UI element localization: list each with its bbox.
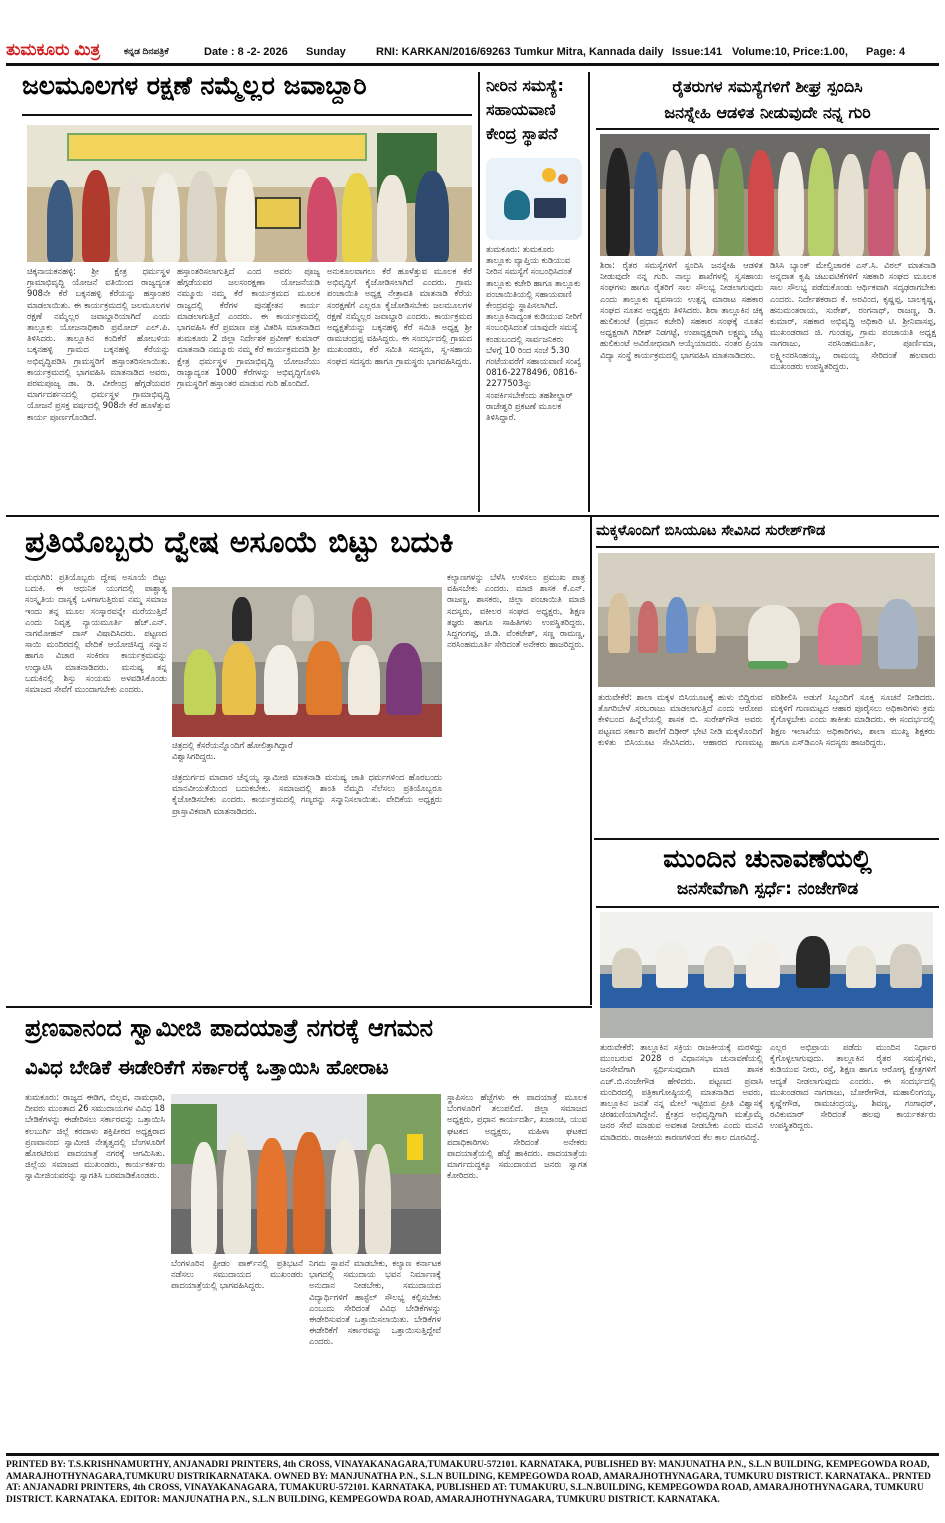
story7-col1: ತುಮಕೂರು: ರಾಜ್ಯದ ಈಡಿಗ, ಬಿಲ್ಲವ, ನಾಮಧಾರಿ, ದೀವರು ಮುಂತಾದ 26 ಸಮುದಾಯಗಳ ವಿವಿಧ 18 ಬೇಡಿಕೆಗಳನ್ನು ಈಡೇರಿಸಲು ಸರ್ಕಾರವನ್ನು ಒತ್ತಾಯಿಸಿ ಕಲಬುರ್ಗಿ ಜಿಲ್ಲೆ ಕರದಾಳು ಶಕ್ತಿಪೀಠದ ಅಧ್ಯಕ್ಷರಾದ ಪ್ರಣವಾನಂದ ಸ್ವಾಮೀಜಿ ನೇತೃತ್ವದಲ್ಲಿ ಬೆಂಗಳೂರಿಗೆ ಹೊರಟಿರುವ ಪಾದಯಾತ್ರೆ ನಗರಕ್ಕೆ ಆಗಮಿಸಿತು. ಜಿಲ್ಲೆಯ ಸಮಾಜದ ಮುಖಂಡರು, ಕಾರ್ಯಕರ್ತರು ಸ್ವಾಮೀಜಿಯವರನ್ನು ಸ್ವಾಗತಿಸಿ ಬರಮಾಡಿಕೊಂಡರು.	[25, 1092, 165, 1181]
story6-col1: ತುರುವೇಕೆರೆ: ತಾಲ್ಲೂಕಿನ ಸಕ್ರಿಯ ರಾಜಕೀಯಕ್ಕೆ ಮರಳಿದ್ದು ಮುಂಬರುವ 2028 ರ ವಿಧಾನಸಭಾ ಚುನಾವಣೆಯಲ್ಲಿ ಜನಸೇವೆಗಾಗಿ ಸ್ಪರ್ಧಿಸುವುದಾಗಿ ಮಾಜಿ ಶಾಸಕ ಎಚ್.ಬಿ.ನಂಜೇಗೌಡ ಹೇಳಿದರು. ಪಟ್ಟಣದ ಪ್ರವಾಸಿ ಮಂದಿರದಲ್ಲಿ ಪತ್ರಿಕಾಗೋಷ್ಠಿಯಲ್ಲಿ ಮಾತನಾಡಿದ ಅವರು, ತಾಲ್ಲೂಕಿನ ಜನತೆ ನನ್ನ ಮೇಲೆ ಇಟ್ಟಿರುವ ಪ್ರೀತಿ ವಿಶ್ವಾಸಕ್ಕೆ ಚಿರಋಣಿಯಾಗಿದ್ದೇನೆ. ಕ್ಷೇತ್ರದ ಅಭಿವೃದ್ಧಿಗಾಗಿ ಮತ್ತೊಮ್ಮೆ ಜನರ ಸೇವೆ ಮಾಡುವ ಅವಕಾಶ ನೀಡಬೇಕು ಎಂದು ಮನವಿ ಮಾಡಿದರು. ರಾಜಕೀಯ ಕಾರಣಗಳಿಂದ ಕೆಲ ಕಾಲ ದೂರವಿದ್ದೆ.	[600, 1042, 763, 1142]
story7-headline: ಪ್ರಣವಾನಂದ ಸ್ವಾಮೀಜಿ ಪಾದಯಾತ್ರೆ ನಗರಕ್ಕೆ ಆಗಮನ	[25, 1014, 434, 1042]
story3-headline-line2: ಜನಸ್ನೇಹಿ ಆಡಳಿತ ನೀಡುವುದೇ ನನ್ನ ಗುರಿ	[664, 103, 871, 122]
story1-col2: ಹಸ್ತಾಂತರಿಸಲಾಗುತ್ತಿದೆ ಎಂದ ಅವರು ಪೂಜ್ಯ ಹೆಗ್ಗಡೆಯವರ ಜಲಸಂರಕ್ಷಣಾ ಯೋಜನೆಯಡಿ ನಮ್ಮೂರು ನಮ್ಮ ಕೆರೆ ಕಾರ್ಯಕ್ರಮದ ಮೂಲಕ ರಾಜ್ಯದಲ್ಲಿ ಕೆರೆಗಳ ಪುನಶ್ಚೇತನ ಕಾರ್ಯ ಮಾಡಲಾಗುತ್ತಿದೆ ಎಂದರು. ಈ ಕಾರ್ಯಕ್ರಮದಲ್ಲಿ ಭಾಗವಹಿಸಿ ಕೆರೆ ಪ್ರಮಾಣ ಪತ್ರ ವಿತರಿಸಿ ಮಾತನಾಡಿದ ತುಮಕೂರು 2 ಜಿಲ್ಲಾ ನಿರ್ದೇಶಕ ಪ್ರವೀಣ್ ಕುಮಾರ್ ಮಾತನಾಡಿ ನಮ್ಮೂರು ನಮ್ಮ ಕೆರೆ ಕಾರ್ಯಕ್ರಮದಡಿ ಶ್ರೀ ಕ್ಷೇತ್ರ ಧರ್ಮಸ್ಥಳ ಗ್ರಾಮಾಭಿವೃದ್ಧಿ ಯೋಜನೆಯು ರಾಜ್ಯಾದ್ಯಂತ 1000 ಕೆರೆಗಳನ್ನು ಅಭಿವೃದ್ಧಿಗೊಳಿಸಿ ಗ್ರಾಮಸ್ಥರಿಗೆ ಹಸ್ತಾಂತರ ಮಾಡುವ ಗುರಿ ಹೊಂದಿದೆ.	[177, 266, 320, 389]
imprint-footer	[6, 1453, 939, 1518]
story7-subhead: ವಿವಿಧ ಬೇಡಿಕೆ ಈಡೇರಿಕೆಗೆ ಸರ್ಕಾರಕ್ಕೆ ಒತ್ತಾಯಿಸಿ ಹೋರಾಟ	[25, 1056, 389, 1079]
person-icon	[504, 190, 530, 220]
masthead-bar	[6, 40, 939, 66]
gear-icon	[542, 168, 556, 182]
story5-headline: ಮಕ್ಕಳೊಂದಿಗೆ ಬಿಸಿಯೂಟ ಸೇವಿಸಿದ ಸುರೇಶ್‌ಗೌಡ	[596, 518, 939, 548]
rni-number: RNI: KARKAN/2016/69263	[376, 46, 511, 58]
story7-caption-text: ಬೆಂಗಳೂರಿನ ಫ್ರೀಡಂ ಪಾರ್ಕ್‌ನಲ್ಲಿ ಪ್ರತಿಭಟನೆ ನಡೆಸಲು ಸಮುದಾಯದ ಮುಖಂಡರು ಪಾದಯಾತ್ರೆಯಲ್ಲಿ ಭಾಗವಹಿಸಿದ್ದರು.	[171, 1258, 303, 1291]
story6-photo	[600, 912, 933, 1038]
story4-col2: ಚಿತ್ರದುರ್ಗದ ಮಾದಾರ ಚೆನ್ನಯ್ಯ ಸ್ವಾಮೀಜಿ ಮಾತನಾಡಿ ಮನುಷ್ಯ ಜಾತಿ ಧರ್ಮಗಳಿಂದ ಹೊರಬಂದು ಮಾನವೀಯತೆಯಿಂದ ಬದುಕಬೇಕು. ಸಮಾಜದಲ್ಲಿ ಶಾಂತಿ ನೆಮ್ಮದಿ ನೆಲೆಸಲು ಪ್ರತಿಯೊಬ್ಬರೂ ಕೈಜೋಡಿಸಬೇಕು ಎಂದರು. ಕಾರ್ಯಕ್ರಮದಲ್ಲಿ ಗಣ್ಯರನ್ನು ಸನ್ಮಾನಿಸಲಾಯಿತು. ವೇದಿಕೆಯ ಅಧ್ಯಕ್ಷರು ಪ್ರಾಸ್ತಾವಿಕವಾಗಿ ಮಾತನಾಡಿದರು.	[172, 772, 442, 816]
paper-name: Tumkur Mitra, Kannada daily	[514, 46, 664, 58]
story4-col3: ಕಲ್ಯಾಣಗಳನ್ನು ಬೆಳೆಸಿ ಉಳಿಸಲು ಪ್ರಮುಖ ಪಾತ್ರ ವಹಿಸಬೇಕು ಎಂದರು. ಮಾಜಿ ಶಾಸಕ ಕೆ.ಎನ್. ರಾಜಣ್ಣ, ಶಾಸಕರು, ಜಿಲ್ಲಾ ಪಂಚಾಯಿತಿ ಮಾಜಿ ಸದಸ್ಯರು, ವಕೀಲರ ಸಂಘದ ಅಧ್ಯಕ್ಷರು, ಶಿಕ್ಷಣ ತಜ್ಞರು ಹಾಗೂ ಸಾಹಿತಿಗಳು ಉಪಸ್ಥಿತರಿದ್ದರು. ಸಿದ್ದಗಂಗಪ್ಪ, ಜಿ.ಡಿ. ವೆಂಕಟೇಶ್, ಸಣ್ಣ ರಾಮಣ್ಣ, ನರಸಿಂಹಮೂರ್ತಿ ಸೇರಿದಂತೆ ಅನೇಕರು ಹಾಜರಿದ್ದರು.	[447, 572, 585, 650]
paper-logo-text: ತುಮಕೂರು ಮಿತ್ರ	[6, 40, 101, 59]
volume-price: Volume:10, Price:1.00,	[732, 46, 848, 58]
story6-headline-line1: ಮುಂದಿನ ಚುನಾವಣೆಯಲ್ಲಿ	[663, 844, 872, 873]
story6-headline-line2: ಜನಸೇವೆಗಾಗಿ ಸ್ಪರ್ಧೆ: ನಂಜೇಗೌಡ	[676, 879, 859, 899]
story3-photo	[600, 134, 930, 256]
issue-day: Sunday	[306, 46, 346, 58]
story3-headline-line1: ರೈತರುಗಳ ಸಮಸ್ಯೆಗಳಿಗೆ ಶೀಘ್ರ ಸ್ಪಂದಿಸಿ	[672, 77, 863, 96]
certificate-graphic	[255, 197, 301, 229]
story7-caption	[171, 1258, 303, 1450]
story1-col1: ಚಿಕ್ಕನಾಯಕನಹಳ್ಳಿ: ಶ್ರೀ ಕ್ಷೇತ್ರ ಧರ್ಮಸ್ಥಳ ಗ್ರಾಮಾಭಿವೃದ್ಧಿ ಯೋಜನೆ ವತಿಯಿಂದ ರಾಜ್ಯದ್ಯಂತ 908ನೇ ಕೆರೆ ಬಕ್ಕನಹಳ್ಳಿ ಕೆರೆಯನ್ನು ಹಸ್ತಾಂತರ ಮಾಡಲಾಯಿತು. ಈ ಕಾರ್ಯಕ್ರಮದಲ್ಲಿ ಜಲಮೂಲಗಳ ರಕ್ಷಣೆ ನಮ್ಮೆಲ್ಲರ ಜವಾಬ್ದಾರಿಯಾಗಿದೆ ಎಂದು ತಾಲ್ಲೂಕು ಯೋಜನಾಧಿಕಾರಿ ಪ್ರಮೋದ್ ಎಲ್.ಪಿ. ತಿಳಿಸಿದರು. ತಾಲ್ಲೂಕಿನ ಕಂದಿಕೆರೆ ಹೋಬಳಿಯ ಬಕ್ಕನಹಳ್ಳಿ ಗ್ರಾಮದ ಬಕ್ಕನಹಳ್ಳಿ ಕೆರೆಯನ್ನು ಅಭಿವೃದ್ಧಿಪಡಿಸಿ ಗ್ರಾಮಸ್ಥರಿಗೆ ಹಸ್ತಾಂತರಿಸಲಾಯಿತು. ಕಾರ್ಯಕ್ರಮದಲ್ಲಿ ಭಾಗವಹಿಸಿ ಮಾತನಾಡಿದ ಅವರು, ಪರಮಪೂಜ್ಯ ಡಾ. ಡಿ. ವೀರೇಂದ್ರ ಹೆಗ್ಗಡೆಯವರ ಮಾರ್ಗದರ್ಶನದಲ್ಲಿ ಧರ್ಮಸ್ಥಳ ಗ್ರಾಮಾಭಿವೃದ್ಧಿ ಯೋಜನೆ ಪ್ರಸಕ್ತ ವರ್ಷದಲ್ಲಿ 908ನೇ ಕೆರೆ ಹೂಳೆತ್ತುವ ಕಾರ್ಯ ಪೂರ್ಣಗೊಂಡಿದೆ.	[27, 266, 170, 422]
story5-photo	[598, 553, 935, 687]
story3-headline	[596, 74, 939, 130]
story6-col2: ಎಲ್ಲರ ಅಭಿಪ್ರಾಯ ಪಡೆದು ಮುಂದಿನ ನಿರ್ಧಾರ ಕೈಗೊಳ್ಳಲಾಗುವುದು. ತಾಲ್ಲೂಕಿನ ರೈತರ ಸಮಸ್ಯೆಗಳು, ಕುಡಿಯುವ ನೀರು, ರಸ್ತೆ, ಶಿಕ್ಷಣ ಹಾಗೂ ಆರೋಗ್ಯ ಕ್ಷೇತ್ರಗಳಿಗೆ ಆದ್ಯತೆ ನೀಡಲಾಗುವುದು ಎಂದರು. ಈ ಸಂದರ್ಭದಲ್ಲಿ ಮುಖಂಡರಾದ ನಾಗರಾಜು, ಬೋರೇಗೌಡ, ಮಹಾಲಿಂಗಯ್ಯ, ಕೃಷ್ಣೇಗೌಡ, ರಾಮಚಂದ್ರಯ್ಯ, ಶಿವಣ್ಣ, ಗಂಗಾಧರ್, ರವಿಕುಮಾರ್ ಸೇರಿದಂತೆ ಹಲವು ಕಾರ್ಯಕರ್ತರು ಉಪಸ್ಥಿತರಿದ್ದರು.	[770, 1042, 936, 1131]
gear-icon-small	[558, 174, 568, 184]
tagline: ಕನ್ನಡ ದಿನಪತ್ರಿಕೆ	[124, 46, 169, 56]
story7-col3: ಸ್ಥಾಪಿಸಲು ಹೆಜ್ಜೆಗಳು ಈ ಪಾದಯಾತ್ರೆ ಮೂಲಕ ಬೆಂಗಳೂರಿಗೆ ತಲುಪಲಿದೆ. ಜಿಲ್ಲಾ ಸಮಾಜದ ಅಧ್ಯಕ್ಷರು, ಪ್ರಧಾನ ಕಾರ್ಯದರ್ಶಿ, ಖಜಾಂಚಿ, ಯುವ ಘಟಕದ ಅಧ್ಯಕ್ಷರು, ಮಹಿಳಾ ಘಟಕದ ಪದಾಧಿಕಾರಿಗಳು ಸೇರಿದಂತೆ ಅನೇಕರು ಪಾದಯಾತ್ರೆಯಲ್ಲಿ ಹೆಜ್ಜೆ ಹಾಕಿದರು. ಪಾದಯಾತ್ರೆಯ ಮಾರ್ಗದುದ್ದಕ್ಕೂ ಸಮುದಾಯದ ಜನರು ಸ್ವಾಗತ ಕೋರಿದರು.	[447, 1092, 587, 1181]
column-rule	[590, 515, 592, 1005]
story2-body: ತುಮಕೂರು: ತುಮಕೂರು ತಾಲ್ಲೂಕು ವ್ಯಾಪ್ತಿಯ ಕುಡಿಯುವ ನೀರಿನ ಸಮಸ್ಯೆಗೆ ಸಂಬಂಧಿಸಿದಂತೆ ತಾಲ್ಲೂಕು ಕಚೇರಿ ಹಾಗೂ ತಾಲ್ಲೂಕು ಪಂಚಾಯಿತಿಯಲ್ಲಿ ಸಹಾಯವಾಣಿ ಕೇಂದ್ರವನ್ನು ಸ್ಥಾಪಿಸಲಾಗಿದೆ. ತಾಲ್ಲೂಕಿನಾದ್ಯಂತ ಕುಡಿಯುವ ನೀರಿಗೆ ಸಂಬಂಧಿಸಿದಂತೆ ಯಾವುದೇ ಸಮಸ್ಯೆ ಕಂಡುಬಂದಲ್ಲಿ ಸಾರ್ವಜನಿಕರು ಬೆಳಗ್ಗೆ 10 ರಿಂದ ಸಂಜೆ 5.30 ಗಂಟೆಯವರೆಗೆ ಸಹಾಯವಾಣಿ ಸಂಖ್ಯೆ 0816-2278496, 0816-2277503ನ್ನು ಸಂಪರ್ಕಿಸಬೇಕೆಂದು ತಹಶೀಲ್ದಾರ್ ರಾಜೇಶ್ವರಿ ಪ್ರಕಟಣೆ ಮೂಲಕ ತಿಳಿಸಿದ್ದಾರೆ.	[486, 244, 582, 423]
banner-graphic	[67, 133, 367, 161]
story5-body: ತುರುವೇಕೆರೆ: ಶಾಲಾ ಮಕ್ಕಳ ಬಿಸಿಯೂಟಕ್ಕೆ ಹುಳು ಬಿದ್ದಿರುವ ತೊಗರಿಬೇಳೆ ಸರಬರಾಜು ಮಾಡಲಾಗುತ್ತಿದೆ ಎಂದು ಆರೋಪ ಕೇಳಿಬಂದ ಹಿನ್ನೆಲೆಯಲ್ಲಿ ಶಾಸಕ ಬಿ. ಸುರೇಶ್‌ಗೌಡ ಅವರು ಪಟ್ಟಣದ ಸರ್ಕಾರಿ ಶಾಲೆಗೆ ದಿಢೀರ್ ಭೇಟಿ ನೀಡಿ ಮಕ್ಕಳೊಂದಿಗೆ ಕುಳಿತು ಬಿಸಿಯೂಟ ಸೇವಿಸಿದರು. ಆಹಾರದ ಗುಣಮಟ್ಟ ಪರಿಶೀಲಿಸಿ ಅಡುಗೆ ಸಿಬ್ಬಂದಿಗೆ ಸೂಕ್ತ ಸೂಚನೆ ನೀಡಿದರು. ಮಕ್ಕಳಿಗೆ ಗುಣಮಟ್ಟದ ಆಹಾರ ಪೂರೈಸಲು ಅಧಿಕಾರಿಗಳು ಕ್ರಮ ಕೈಗೊಳ್ಳಬೇಕು ಎಂದು ತಾಕೀತು ಮಾಡಿದರು. ಈ ಸಂದರ್ಭದಲ್ಲಿ ಶಿಕ್ಷಣ ಇಲಾಖೆಯ ಅಧಿಕಾರಿಗಳು, ಶಾಲಾ ಮುಖ್ಯ ಶಿಕ್ಷಕರು ಹಾಗೂ ಎಸ್‌ಡಿಎಂಸಿ ಸದಸ್ಯರು ಹಾಜರಿದ್ದರು.	[598, 692, 935, 747]
leaf-plate-graphic	[748, 661, 788, 669]
masthead	[0, 0, 945, 68]
story4-headline: ಪ್ರತಿಯೊಬ್ಬರು ದ್ವೇಷ ಅಸೂಯೆ ಬಿಟ್ಟು ಬದುಕಿ	[25, 525, 454, 560]
story1-photo	[27, 125, 472, 262]
paper-logo	[6, 40, 100, 60]
story3-col1: ಶಿರಾ: ರೈತರ ಸಮಸ್ಯೆಗಳಿಗೆ ಸ್ಪಂದಿಸಿ ಜನಸ್ನೇಹಿ ಆಡಳಿತ ನೀಡುವುದೇ ನನ್ನ ಗುರಿ. ನಾಲ್ಕು ಶಾಖೆಗಳಲ್ಲಿ ಸ್ವಸಹಾಯ ಸಂಘಗಳು ಹಾಗೂ ರೈತರಿಗೆ ಸಾಲ ಸೌಲಭ್ಯ ನೀಡಲಾಗುವುದು ಎಂದು ತಾಲ್ಲೂಕು ವ್ಯವಸಾಯ ಉತ್ಪನ್ನ ಮಾರಾಟ ಸಹಕಾರ ಸಂಘದ ನೂತನ ಅಧ್ಯಕ್ಷರು ತಿಳಿಸಿದರು. ಶಿರಾ ತಾಲ್ಲೂಕಿನ ಚಿಕ್ಕ ಹುಲಿಕುಂಟೆ (ಪ್ರಧಾನ ಕಚೇರಿ) ಸಹಕಾರ ಸಂಘಕ್ಕೆ ನೂತನ ಅಧ್ಯಕ್ಷರಾಗಿ ಗಿರೀಶ್ ನಿಡಗಟ್ಟೆ, ಉಪಾಧ್ಯಕ್ಷರಾಗಿ ಲಕ್ಷ್ಮಮ್ಮ ಜೆಟ್ಟ ಹುಲಿಕುಂಟೆ ಅವಿರೋಧವಾಗಿ ಆಯ್ಕೆಯಾದರು. ನಂತರ ಪ್ರಿಯಾ ವಿದ್ಯಾ ಸಂಸ್ಥೆ ಕಾರ್ಯಕ್ರಮದಲ್ಲಿ ಭಾಗವಹಿಸಿ ಮಾತನಾಡಿದರು.	[600, 260, 763, 360]
story4-photo	[172, 587, 442, 737]
story4-col1: ಮಧುಗಿರಿ: ಪ್ರತಿಯೊಬ್ಬರು ದ್ವೇಷ ಅಸೂಯೆ ಬಿಟ್ಟು ಬದುಕಿ. ಈ ಆಧುನಿಕ ಯುಗದಲ್ಲಿ ಪಾಶ್ಚಾತ್ಯ ಸಂಸ್ಕೃತಿಯ ದಾಸ್ಯಕ್ಕೆ ಒಳಗಾಗುತ್ತಿರುವ ನಮ್ಮ ಸಮಾಜ ಇಂದು ತನ್ನ ಮೂಲ ಸಂಸ್ಕಾರವನ್ನೇ ಮರೆಯುತ್ತಿದೆ ಎಂದು ನಿವೃತ್ತ ನ್ಯಾಯಮೂರ್ತಿ ಹೆಚ್.ಎನ್. ನಾಗಮೋಹನ್ ದಾಸ್ ವಿಷಾದಿಸಿದರು. ಪಟ್ಟಣದ ಸಾಯಿ ಮಂದಿರದಲ್ಲಿ ವೇದಿಕೆ ಆಯೋಜಿಸಿದ್ದ ಸನ್ಮಾನ ಹಾಗೂ ವಿಚಾರ ಸಂಕಿರಣ ಕಾರ್ಯಕ್ರಮವನ್ನು ಉದ್ಘಾಟಿಸಿ ಮಾತನಾಡಿದರು. ಮನುಷ್ಯ ತನ್ನ ಬದುಕಿನಲ್ಲಿ ಶಿಸ್ತು ಸಂಯಮ ಅಳವಡಿಸಿಕೊಂಡು ಸಮಾಜದ ಸೇವೆಗೆ ಮುಂದಾಗಬೇಕು ಎಂದರು.	[25, 572, 167, 695]
story6-headline	[596, 842, 939, 908]
issue-date: Date : 8 -2- 2026	[204, 46, 288, 58]
issue-number: Issue:141	[672, 46, 723, 58]
laptop-icon	[534, 198, 566, 218]
page-number: Page: 4	[866, 46, 906, 58]
story2-headline: ನೀರಿನ ಸಮಸ್ಯೆ: ಸಹಾಯವಾಣಿ ಕೇಂದ್ರ ಸ್ಥಾಪನೆ	[486, 76, 564, 143]
flag-graphic	[407, 1134, 423, 1160]
section-rule	[6, 515, 939, 517]
story1-headline: ಜಲಮೂಲಗಳ ರಕ್ಷಣೆ ನಮ್ಮೆಲ್ಲರ ಜವಾಬ್ದಾರಿ	[22, 72, 472, 116]
story7-col2: ನಿಗಮ ಸ್ಥಾಪನೆ ಮಾಡಬೇಕು, ಕಲ್ಯಾಣ ಕರ್ನಾಟಕ ಭಾಗದಲ್ಲಿ ಸಮುದಾಯ ಭವನ ನಿರ್ಮಾಣಕ್ಕೆ ಅನುದಾನ ನೀಡಬೇಕು, ಸಮುದಾಯದ ವಿದ್ಯಾರ್ಥಿಗಳಿಗೆ ಹಾಸ್ಟೆಲ್ ಸೌಲಭ್ಯ ಕಲ್ಪಿಸಬೇಕು ಎಂಬುದು ಸೇರಿದಂತೆ ವಿವಿಧ ಬೇಡಿಕೆಗಳನ್ನು ಈಡೇರಿಸುವಂತೆ ಒತ್ತಾಯಿಸಲಾಯಿತು. ಬೇಡಿಕೆಗಳ ಈಡೇರಿಕೆಗೆ ಸರ್ಕಾರವನ್ನು ಒತ್ತಾಯಿಸುತ್ತಿದ್ದೇವೆ ಎಂದರು.	[309, 1258, 441, 1347]
helpline-illustration	[486, 158, 582, 240]
story1-col3: ಅನುಕೂಲವಾಗಲು ಕೆರೆ ಹೂಳೆತ್ತುವ ಮೂಲಕ ಕೆರೆ ಅಭಿವೃದ್ಧಿಗೆ ಕೈಜೋಡಿಸಲಾಗಿದೆ ಎಂದರು. ಗ್ರಾಮ ಪಂಚಾಯಿತಿ ಅಧ್ಯಕ್ಷ ನೇತ್ರಾವತಿ ಮಾತನಾಡಿ ಕೆರೆಯ ಸಂರಕ್ಷಣೆಗೆ ಎಲ್ಲರೂ ಕೈಜೋಡಿಸಬೇಕು ಜಲಮೂಲಗಳ ರಕ್ಷಣೆ ನಮ್ಮೆಲ್ಲರ ಜವಾಬ್ದಾರಿ ಎಂದರು. ಕಾರ್ಯಕ್ರಮದ ಅಧ್ಯಕ್ಷತೆಯನ್ನು ಬಕ್ಕನಹಳ್ಳಿ ಕೆರೆ ಸಮಿತಿ ಅಧ್ಯಕ್ಷ ಶ್ರೀ ರಾಮಚಂದ್ರಪ್ಪ ವಹಿಸಿದ್ದರು. ಈ ಸಂದರ್ಭದಲ್ಲಿ ಗ್ರಾಮದ ಮುಖಂಡರು, ಕೆರೆ ಸಮಿತಿ ಸದಸ್ಯರು, ಸ್ವ-ಸಹಾಯ ಸಂಘದ ಸದಸ್ಯರು ಹಾಗೂ ಗ್ರಾಮಸ್ಥರು ಭಾಗವಹಿಸಿದ್ದರು.	[327, 266, 472, 366]
story4-caption: ಚಿತ್ರದಲ್ಲಿ ಕೆಸರೆಯನ್ನೊಂದಿಗೆ ಹೋಲಿತ್ತಾಗಿದ್ದಾರೆ ವಿಶ್ವಾಸಿಗರಿದ್ದರು.	[172, 740, 293, 762]
column-rule	[588, 72, 590, 512]
column-rule	[478, 72, 480, 512]
imprint-text: PRINTED BY: T.S.KRISHNAMURTHY, ANJANADRI PRINTERS, 4th CROSS, VINAYAKANAGARA,TUMAKURU-572101. KARNATAKA, PUBLISHED BY: MANJUNATHA P.N., S.L.N BUILDING, KEMPEGOWDA ROAD, AMARAJHOTHYNAGARA,TUMKURU DISTRIKARNATAKA. OWNED BY: MANJUNATHA P.N., S.L.N BUILDING, KEMPEGOWDA ROAD, AMARAJHOTHYNAGARA, TUMKURU DISTRICT. KARNATAKA.. PRNTED AT: ANJANADRI PRINTERS, 4th CROSS, VINAYAKANAGARA, TUMAKURU-572101. KARNATAKA, PUBLISHED AT: TUMAKURU, S.L.N.BUILDING, KEMPEGOWDA ROAD, AMARAJHOTHYNAGARA, TUMKURU DISTRICT. KARNATAKA. EDITOR: MANJUNATHA P.N., S.L.N BUILDING, KEMPEGOWDA ROAD, AMARAJHOTHYNAGARA, TUMKURU DISTRICT. KARNATAKA.	[6, 1460, 931, 1505]
section-rule	[594, 838, 939, 840]
story7-photo	[171, 1094, 441, 1254]
story3-col2: ಡಿಸಿಸಿ ಬ್ಯಾಂಕ್ ಮೇಲ್ವಿಚಾರಕ ಎಸ್.ಸಿ. ವಿಠಲ್ ಮಾತನಾಡಿ ಅನ್ನದಾತ ಕೃಷಿ ಚಟುವಟಿಕೆಗಳಿಗೆ ಸಹಕಾರಿ ಸಂಘದ ಮೂಲಕ ಸಾಲ ಸೌಲಭ್ಯ ಪಡೆದುಕೊಂಡು ಆರ್ಥಿಕವಾಗಿ ಸದೃಢರಾಗಬೇಕು ಎಂದರು. ನಿರ್ದೇಶಕರಾದ ಕೆ. ಅರವಿಂದ, ಕೃಷ್ಣಪ್ಪ, ಬಾಲಕೃಷ್ಣ, ಹನುಮಂತರಾಯ, ಸುರೇಶ್, ರಂಗನಾಥ್, ರಾಜಣ್ಣ, ಡಿ. ಕುಮಾರ್, ಸಹಕಾರ ಅಭಿವೃದ್ಧಿ ಅಧಿಕಾರಿ ಟಿ. ಶ್ರೀನಿವಾಸಪ್ಪ, ಮುಖಂಡರಾದ ಜಿ. ಗುಂಡಪ್ಪ, ಗ್ರಾಮ ಪಂಚಾಯತಿ ಅಧ್ಯಕ್ಷ ನಾಗರಾಜು, ನರಸಿಂಹಮೂರ್ತಿ, ಪೂರ್ಣಿಮಾ, ಲಕ್ಷ್ಮೀನರಸಿಂಹಯ್ಯ, ರಾಮಯ್ಯ ಸೇರಿದಂತೆ ಹಲವಾರು ಮುಖಂಡರು ಉಪಸ್ಥಿತರಿದ್ದರು.	[770, 260, 936, 371]
section-rule	[6, 1006, 592, 1008]
